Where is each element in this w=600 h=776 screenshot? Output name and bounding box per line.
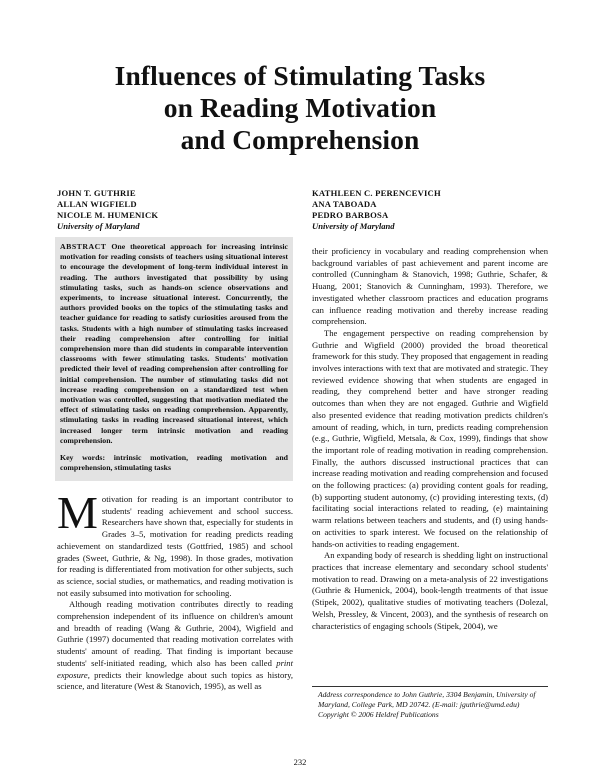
title-line-3: and Comprehension — [180, 124, 420, 155]
paragraph — [57, 487, 293, 599]
author-name: ALLAN WIGFIELD — [57, 199, 137, 209]
paragraph: The engagement perspective on reading comprehension by Guthrie and Wigfield (2000) provided the broad theoretical framework for this study. They proposed that engagement in reading involves interactions with text that are motivated and strategic. They reviewed evidence showing that when students are engaged in reading, they comprehend better and have stronger reading outcomes than when they are not engaged. Guthrie and Wigfield also presented evidence that reading motivation predicts children's amount of reading, which, in turn, predicts reading comprehension (e.g., Guthrie, Wigfield, Metsala, & Cox, 1999), findings that show the important role of reading motivation in reading comprehension. Finally, the authors discussed instructional practices that can increase reading motivation and reading comprehension and focused on the following practices: (a) providing content goals for reading, (b) supporting student autonomy, (c) providing interesting texts, (d) facilitating social interactions related to reading, (e) maintaining warm relations between teachers and students, and (f) using hands-on activities to spark interest. We focused on the relationship of hands-on activities to reading engagement. — [312, 327, 549, 549]
abstract-body: One theoretical approach for increasing intrinsic motivation for reading consists of teachers using situational interest to encourage the development of long-term individual interest in reading. The authors investigated that possibility by using stimulating tasks, such as hands-on science observations and experiments, to increase situational interest. Concurrently, the authors provided books on the topics of the stimulating tasks and teacher guidance for reading to satisfy curiosities aroused from the tasks. Students with a high number of stimulating tasks increased their reading comprehension after controlling for initial comprehension more than did students in comparable intervention classrooms with fewer stimulating tasks. Students' motivation predicted their level of reading comprehension after controlling for initial comprehension. The number of stimulating tasks did not increase reading comprehension on a standardized test when motivation was controlled, suggesting that motivation mediated the effect of stimulating tasks on reading comprehension. Apparently, stimulating tasks in reading increased situational interest, which increased longer term intrinsic motivation and reading comprehension. — [60, 242, 288, 445]
author-affiliation: University of Maryland — [57, 221, 140, 231]
paragraph: An expanding body of research is shedding light on instructional practices that increase elementary and secondary school students' motivation to read. Drawing on a meta-analysis of 22 investigations (Guthrie & Humenick, 2004), book-length treatments of that issue (Stipek, 2002), qualitative studies of motivating teachers (Dolezal, Welsh, Pressley, & Vincent, 2003), and the synthesis of research on characteristics of engaging schools (Stipek, 2004), we — [312, 550, 548, 631]
emphasized-term: print exposure — [57, 657, 293, 680]
author-affiliation: University of Maryland — [312, 221, 395, 231]
footnote-divider — [312, 686, 548, 687]
paragraph — [57, 599, 293, 693]
article-title — [60, 60, 540, 156]
paragraph-text: Although reading motivation contributes directly to reading comprehension independent of its influence on children's amount and breadth of reading (Wang & Guthrie, 2004), Wigfield and Guthrie (1997) documented that reading motivation correlates with students' amount of reading. That finding is important because students' self-initiated reading, which also has been called — [57, 599, 293, 668]
authors-right — [312, 188, 441, 232]
abstract-keywords: Key words: intrinsic motivation, reading motivation and comprehension, stimulating tasks — [60, 453, 288, 473]
footnote — [318, 690, 550, 719]
body-column-right — [312, 246, 548, 632]
abstract-box — [55, 237, 293, 481]
paragraph-text: otivation for reading is an important contributor to students' reading achievement and school success. Researchers have shown that, especially for students in Grades 3–5, motivation for reading predicts reading achievement on standardized tests (Gottfried, 1985) and school grades (Sweet, Guthrie, & Ng, 1998). In those grades, motivation for reading is differentiated from motivation for other subjects, such as science, social studies, or mathematics, and reading motivation is not easily subsumed into motivation for schooling. — [57, 494, 293, 598]
authors-left — [57, 188, 158, 232]
paragraph: their proficiency in vocabulary and reading comprehension when background variables of past achievement and parent income are controlled (Cunningham & Stanovich, 1998; Guthrie, Schafer, & Huang, 2001; Stanovich & Cunningham, 1993). Therefore, we investigated whether classroom practices and education programs can influence reading motivation and thereby increase reading comprehension. — [312, 246, 548, 327]
author-name: ANA TABOADA — [312, 199, 377, 209]
drop-cap: M — [57, 487, 98, 538]
page-number: 232 — [293, 757, 307, 767]
abstract-text — [60, 242, 288, 446]
author-name: NICOLE M. HUMENICK — [57, 210, 159, 220]
correspondence-note: Address correspondence to John Guthrie, 3304 Benjamin, University of Maryland, College Park, MD 20742. (E-mail: jguthrie@umd.edu) — [318, 690, 536, 709]
author-name: KATHLEEN C. PERENCEVICH — [312, 188, 441, 198]
copyright-note: Copyright © 2006 Heldref Publications — [318, 709, 439, 719]
author-name: JOHN T. GUTHRIE — [57, 188, 136, 198]
paragraph-text: , predicts their knowledge about such topics as history, science, and literature (West & Stanovich, 1995), as well as — [57, 669, 293, 692]
title-line-1: Influences of Stimulating Tasks — [114, 60, 486, 91]
abstract-label: ABSTRACT — [60, 242, 107, 251]
title-line-2: on Reading Motivation — [163, 92, 437, 123]
author-name: PEDRO BARBOSA — [312, 210, 389, 220]
body-column-left — [57, 487, 293, 693]
